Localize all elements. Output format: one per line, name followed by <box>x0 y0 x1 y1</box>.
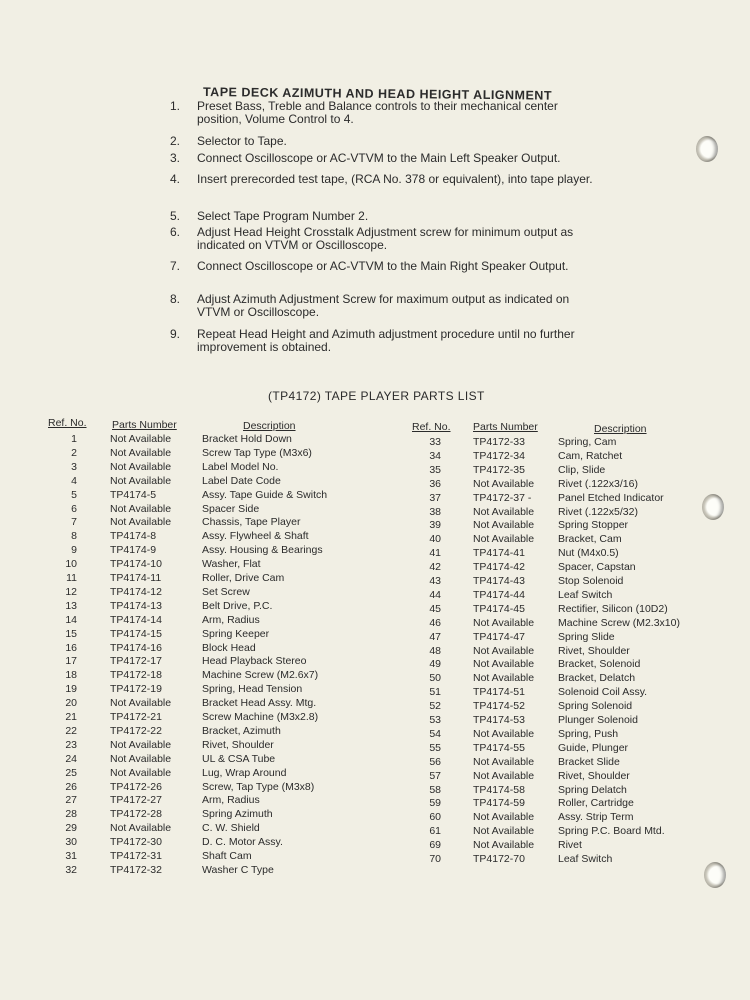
table-row <box>0 672 740 686</box>
part-description: Belt Drive, P.C. <box>202 599 273 612</box>
table-row <box>0 742 740 756</box>
step-text: Adjust Azimuth Adjustment Screw for maximum output as indicated on VTVM or Oscilloscope. <box>197 292 570 319</box>
step-number: 2. <box>170 134 181 148</box>
part-description: Assy. Tape Guide & Switch <box>202 488 328 501</box>
part-number: Not Available <box>473 519 535 532</box>
part-description: Spring Delatch <box>558 783 627 796</box>
part-number: TP4174-59 <box>473 797 525 810</box>
part-description: Roller, Cartridge <box>558 797 634 810</box>
part-description: Arm, Radius <box>202 794 260 807</box>
ref-number: 55 <box>429 741 441 754</box>
table-row <box>0 839 740 853</box>
ref-number: 37 <box>429 491 441 504</box>
part-description: D. C. Motor Assy. <box>202 836 283 849</box>
part-number: TP4174-5 <box>110 488 157 501</box>
ref-number: 22 <box>65 724 77 737</box>
part-description: Spring P.C. Board Mtd. <box>558 825 665 838</box>
part-number: TP4172-26 <box>110 780 162 793</box>
step-number: 7. <box>170 259 181 273</box>
ref-number: 27 <box>65 794 77 807</box>
part-description: Assy. Flywheel & Shaft <box>202 530 309 543</box>
column-header-description: Description <box>243 420 296 432</box>
part-description: Spring, Cam <box>558 436 617 448</box>
part-description: Bracket Hold Down <box>202 433 292 445</box>
ref-number: 24 <box>65 752 77 765</box>
part-description: Spring, Push <box>558 727 619 740</box>
part-number: TP4172-37 - <box>473 491 532 504</box>
part-number: TP4174-47 <box>473 630 525 643</box>
part-description: Spring Keeper <box>202 627 270 640</box>
ref-number: 42 <box>429 561 441 574</box>
part-number: Not Available <box>110 460 172 473</box>
part-description: Guide, Plunger <box>558 741 629 754</box>
ref-number: 2 <box>71 446 77 459</box>
part-description: Assy. Strip Term <box>558 811 634 824</box>
part-description: Spring Azimuth <box>202 808 273 821</box>
ref-number: 57 <box>429 769 441 782</box>
ref-number: 44 <box>429 588 441 601</box>
part-description: Bracket, Azimuth <box>202 724 281 737</box>
ref-number: 46 <box>429 616 441 629</box>
part-number: Not Available <box>473 839 535 852</box>
ref-number: 20 <box>65 697 77 710</box>
part-description: UL & CSA Tube <box>202 752 276 765</box>
part-number: TP4174-16 <box>110 641 162 654</box>
ref-number: 13 <box>65 599 77 612</box>
part-number: Not Available <box>110 822 172 835</box>
part-number: TP4172-33 <box>473 436 525 448</box>
ref-number: 47 <box>429 630 441 643</box>
part-number: TP4172-19 <box>110 683 162 696</box>
table-row <box>0 506 740 520</box>
column-header-ref: Ref. No. <box>48 417 87 429</box>
part-number: Not Available <box>473 727 535 740</box>
part-number: TP4174-41 <box>473 547 525 560</box>
table-row <box>0 533 740 547</box>
table-row <box>0 492 740 506</box>
ref-number: 54 <box>429 727 441 740</box>
part-description: Roller, Drive Cam <box>202 572 285 584</box>
step-number: 4. <box>170 172 181 186</box>
part-number: TP4172-34 <box>473 449 525 462</box>
ref-number: 70 <box>429 853 441 865</box>
part-number: TP4172-30 <box>110 836 162 849</box>
part-description: Lug, Wrap Around <box>202 766 287 779</box>
part-number: TP4172-35 <box>473 463 525 476</box>
part-description: Spring Solenoid <box>558 700 633 713</box>
table-row <box>0 645 740 659</box>
part-number: TP4172-17 <box>110 655 162 668</box>
part-number: TP4172-31 <box>110 850 162 862</box>
table-row <box>0 436 740 450</box>
part-description: Label Model No. <box>202 460 279 473</box>
part-number: TP4172-32 <box>110 863 162 876</box>
step-text: Connect Oscilloscope or AC-VTVM to the Main Right Speaker Output. <box>197 259 569 273</box>
part-description: Head Playback Stereo <box>202 655 307 668</box>
part-number: Not Available <box>110 738 172 751</box>
part-number: Not Available <box>110 516 172 529</box>
ref-number: 48 <box>429 644 441 657</box>
step-text: Selector to Tape. <box>197 134 287 148</box>
ref-number: 36 <box>429 477 441 490</box>
part-description: Bracket, Delatch <box>558 672 636 685</box>
part-description: Rivet (.122x3/16) <box>558 477 638 490</box>
section-title: TAPE DECK AZIMUTH AND HEAD HEIGHT ALIGNMENT <box>202 85 553 103</box>
column-header-part: Parts Number <box>473 421 538 433</box>
table-row <box>0 464 740 478</box>
part-description: Machine Screw (M2.6x7) <box>202 669 319 682</box>
part-description: Bracket, Cam <box>558 533 622 546</box>
part-number: TP4174-10 <box>110 558 162 571</box>
table-row <box>0 700 740 714</box>
part-number: Not Available <box>473 658 535 671</box>
table-row <box>0 784 740 798</box>
ref-number: 23 <box>65 738 77 751</box>
ref-number: 3 <box>71 460 77 473</box>
ref-number: 40 <box>429 533 441 546</box>
table-row <box>0 811 740 825</box>
ref-number: 59 <box>429 797 441 810</box>
part-number: TP4174-53 <box>473 714 525 726</box>
ref-number: 32 <box>65 863 77 876</box>
step-text: Connect Oscilloscope or AC-VTVM to the Main Left Speaker Output. <box>197 151 561 165</box>
part-number: Not Available <box>473 672 535 685</box>
table-row <box>0 658 740 672</box>
part-description: Bracket, Solenoid <box>558 658 641 671</box>
part-number: TP4174-43 <box>473 575 525 587</box>
part-description: Chassis, Tape Player <box>202 516 301 529</box>
ref-number: 38 <box>429 505 441 518</box>
part-number: TP4174-12 <box>110 585 162 598</box>
step-number: 1. <box>170 99 181 113</box>
part-number: Not Available <box>473 825 535 838</box>
table-row <box>0 728 740 742</box>
part-description: Assy. Housing & Bearings <box>202 544 323 557</box>
part-number: TP4172-70 <box>473 853 525 865</box>
part-number: TP4174-13 <box>110 599 162 612</box>
part-number: TP4174-55 <box>473 741 525 754</box>
part-number: Not Available <box>473 477 535 490</box>
part-number: TP4172-28 <box>110 808 162 821</box>
ref-number: 10 <box>65 558 77 571</box>
part-description: Nut (M4x0.5) <box>558 547 619 560</box>
ref-number: 26 <box>65 780 77 793</box>
part-description: Screw Machine (M3x2.8) <box>202 711 319 723</box>
step-text: Select Tape Program Number 2. <box>197 209 369 223</box>
column-header-description: Description <box>594 423 647 435</box>
part-number: Not Available <box>473 533 535 546</box>
part-number: TP4174-52 <box>473 700 525 713</box>
table-row <box>0 450 740 464</box>
part-number: TP4174-11 <box>110 572 162 584</box>
step-number: 5. <box>170 209 181 223</box>
part-number: Not Available <box>110 697 172 710</box>
part-number: TP4172-18 <box>110 669 162 682</box>
ref-number: 4 <box>71 474 77 487</box>
part-number: Not Available <box>110 433 172 445</box>
step-text: Insert prerecorded test tape, (RCA No. 378 or equivalent), into tape player. <box>197 172 593 186</box>
ref-number: 39 <box>429 519 441 532</box>
part-description: Plunger Solenoid <box>558 714 638 726</box>
ref-number: 31 <box>65 850 77 862</box>
ref-number: 52 <box>429 700 441 713</box>
part-number: TP4174-8 <box>110 530 157 543</box>
table-row <box>0 478 740 492</box>
part-description: Rivet (.122x5/32) <box>558 505 638 518</box>
part-number: TP4172-22 <box>110 724 162 737</box>
part-description: Rivet <box>558 839 582 852</box>
part-description: Rivet, Shoulder <box>558 769 630 782</box>
part-number: TP4174-42 <box>473 561 525 574</box>
table-row <box>0 575 740 589</box>
part-description: Cam, Ratchet <box>558 449 623 462</box>
ref-number: 43 <box>429 575 441 587</box>
part-number: Not Available <box>110 446 172 459</box>
part-description: Bracket Head Assy. Mtg. <box>202 697 317 710</box>
step-text: Adjust Head Height Crosstalk Adjustment screw for minimum output as indicated on VTVM or Oscilloscope. <box>197 225 574 252</box>
ref-number: 11 <box>66 572 77 584</box>
part-description: Spring, Head Tension <box>202 683 303 696</box>
part-description: Spring Slide <box>558 630 615 643</box>
table-row <box>0 561 740 575</box>
table-row <box>0 756 740 770</box>
part-description: C. W. Shield <box>202 822 260 835</box>
part-number: TP4172-27 <box>110 794 162 807</box>
part-number: Not Available <box>473 755 535 768</box>
part-number: TP4174-51 <box>473 686 525 699</box>
ref-number: 5 <box>71 488 77 501</box>
ref-number: 1 <box>71 433 77 445</box>
ref-number: 30 <box>65 836 77 849</box>
part-number: Not Available <box>110 766 172 779</box>
table-row <box>0 825 740 839</box>
part-number: TP4174-9 <box>110 544 157 557</box>
part-number: TP4172-21 <box>110 711 162 723</box>
part-description: Rivet, Shoulder <box>202 738 274 751</box>
part-description: Leaf Switch <box>558 588 613 601</box>
part-description: Spacer Side <box>202 502 260 515</box>
ref-number: 16 <box>65 641 77 654</box>
ref-number: 6 <box>71 502 77 515</box>
ref-number: 19 <box>65 683 77 696</box>
step-number: 9. <box>170 327 181 341</box>
ref-number: 53 <box>429 714 441 726</box>
binder-hole <box>696 136 718 162</box>
part-description: Washer C Type <box>202 863 274 876</box>
ref-number: 58 <box>429 783 441 796</box>
table-row <box>0 631 740 645</box>
table-row <box>0 797 740 811</box>
part-description: Machine Screw (M2.3x10) <box>558 616 680 629</box>
part-description: Leaf Switch <box>558 853 613 865</box>
part-description: Stop Solenoid <box>558 575 624 587</box>
part-description: Washer, Flat <box>202 558 261 571</box>
ref-number: 45 <box>429 602 441 615</box>
ref-number: 33 <box>429 436 441 448</box>
ref-number: 12 <box>65 585 77 598</box>
table-row <box>0 547 740 561</box>
table-row <box>0 714 740 728</box>
part-description: Screw Tap Type (M3x6) <box>202 446 312 459</box>
ref-number: 17 <box>65 655 77 668</box>
part-number: TP4174-58 <box>473 783 525 796</box>
part-number: Not Available <box>473 616 535 629</box>
part-description: Clip, Slide <box>558 463 606 476</box>
ref-number: 49 <box>429 658 441 671</box>
step-number: 8. <box>170 292 181 306</box>
part-description: Block Head <box>202 641 256 654</box>
ref-number: 69 <box>429 839 441 852</box>
ref-number: 9 <box>71 544 77 557</box>
ref-number: 35 <box>429 463 441 476</box>
part-number: TP4174-14 <box>110 613 162 626</box>
ref-number: 18 <box>65 669 77 682</box>
table-row <box>0 589 740 603</box>
step-number: 3. <box>170 151 181 165</box>
ref-number: 60 <box>429 811 441 824</box>
part-description: Spacer, Capstan <box>558 561 636 574</box>
part-number: Not Available <box>110 502 172 515</box>
part-description: Bracket Slide <box>558 755 620 768</box>
ref-number: 14 <box>65 613 77 626</box>
ref-number: 56 <box>429 755 441 768</box>
ref-number: 51 <box>429 686 441 699</box>
parts-list-title: (TP4172) TAPE PLAYER PARTS LIST <box>268 389 485 403</box>
column-header-ref: Ref. No. <box>412 421 451 433</box>
part-number: Not Available <box>473 769 535 782</box>
part-number: TP4174-44 <box>473 588 525 601</box>
table-row <box>0 770 740 784</box>
table-row <box>0 519 740 533</box>
part-description: Shaft Cam <box>202 850 252 862</box>
table-row <box>0 603 740 617</box>
step-number: 6. <box>170 225 181 239</box>
part-number: Not Available <box>473 505 535 518</box>
ref-number: 8 <box>71 530 77 543</box>
part-number: Not Available <box>473 811 535 824</box>
part-description: Solenoid Coil Assy. <box>558 686 648 699</box>
part-number: Not Available <box>473 644 535 657</box>
part-description: Screw, Tap Type (M3x8) <box>202 780 315 793</box>
part-description: Rectifier, Silicon (10D2) <box>558 602 668 615</box>
part-number: TP4174-45 <box>473 602 525 615</box>
part-description: Rivet, Shoulder <box>558 644 630 657</box>
table-row <box>0 617 740 631</box>
ref-number: 34 <box>429 449 441 462</box>
ref-number: 29 <box>65 822 77 835</box>
ref-number: 15 <box>65 627 77 640</box>
ref-number: 21 <box>65 711 77 723</box>
ref-number: 50 <box>429 672 441 685</box>
ref-number: 7 <box>71 516 77 529</box>
ref-number: 61 <box>429 825 441 838</box>
part-description: Panel Etched Indicator <box>558 491 664 504</box>
part-number: Not Available <box>110 474 172 487</box>
step-text: Repeat Head Height and Azimuth adjustment procedure until no further improvement is obtained. <box>197 327 575 354</box>
part-number: Not Available <box>110 752 172 765</box>
column-header-part: Parts Number <box>112 419 177 431</box>
ref-number: 41 <box>429 547 441 560</box>
table-row <box>0 686 740 700</box>
ref-number: 28 <box>65 808 77 821</box>
table-row <box>0 853 740 867</box>
step-text: Preset Bass, Treble and Balance controls to their mechanical center position, Volume Control to 4. <box>197 99 558 126</box>
part-description: Spring Stopper <box>558 519 629 532</box>
part-description: Label Date Code <box>202 474 281 487</box>
part-description: Arm, Radius <box>202 613 260 626</box>
part-number: TP4174-15 <box>110 627 162 640</box>
ref-number: 25 <box>65 766 77 779</box>
part-description: Set Screw <box>202 585 250 598</box>
